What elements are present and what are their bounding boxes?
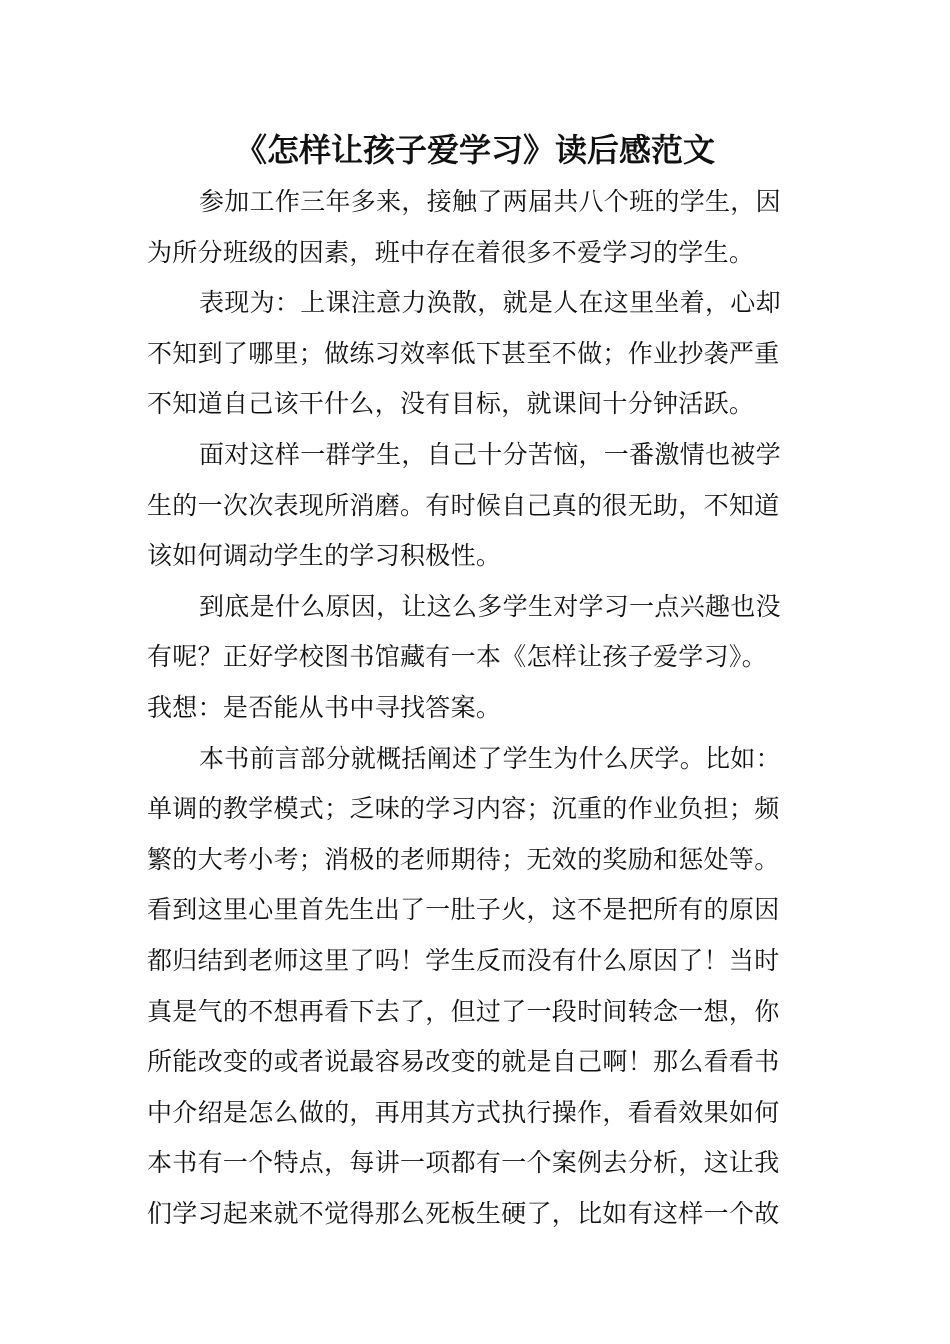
text-line: 单调的教学模式；乏味的学习内容；沉重的作业负担；频: [147, 794, 780, 824]
text-line: 我想：是否能从书中寻找答案。: [147, 692, 502, 722]
text-line: 不知道自己该干什么，没有目标，就课间十分钟活跃。: [147, 389, 755, 419]
text-line: 繁的大考小考；消极的老师期待；无效的奖励和惩处等。: [147, 844, 780, 874]
text-line: 都归结到老师这里了吗！学生反而没有什么原因了！当时: [147, 945, 780, 975]
text-line: 该如何调动学生的学习积极性。: [147, 541, 502, 571]
text-line: 有呢？正好学校图书馆藏有一本《怎样让孩子爱学习》。: [147, 642, 768, 672]
document-body: [147, 177, 807, 1239]
text-line: 本书前言部分就概括阐述了学生为什么厌学。比如：: [199, 743, 781, 773]
text-line: 本书有一个特点，每讲一项都有一个案例去分析，这让我: [147, 1148, 780, 1178]
text-line: 参加工作三年多来，接触了两届共八个班的学生，因: [199, 187, 781, 216]
document-title: 《怎样让孩子爱学习》读后感范文: [234, 131, 715, 169]
text-line: 为所分班级的因素，班中存在着很多不爱学习的学生。: [147, 237, 755, 267]
text-line: 真是气的不想再看下去了，但过了一段时间转念一想，你: [147, 996, 780, 1026]
text-line: 中介绍是怎么做的，再用其方式执行操作，看看效果如何: [147, 1097, 780, 1127]
text-line: 表现为：上课注意力涣散，就是人在这里坐着，心却: [199, 288, 781, 318]
text-line: 所能改变的或者说最容易改变的就是自己啊！那么看看书: [147, 1047, 780, 1077]
text-line: 生的一次次表现所消磨。有时候自己真的很无助，不知道: [147, 490, 780, 520]
text-line: 到底是什么原因，让这么多学生对学习一点兴趣也没: [199, 591, 781, 621]
text-line: 看到这里心里首先生出了一肚子火，这不是把所有的原因: [147, 895, 780, 925]
text-line: 面对这样一群学生，自己十分苦恼，一番激情也被学: [199, 439, 781, 469]
text-line: 们学习起来就不觉得那么死板生硬了，比如有这样一个故: [147, 1198, 780, 1228]
text-line: 不知到了哪里；做练习效率低下甚至不做；作业抄袭严重: [147, 338, 780, 368]
